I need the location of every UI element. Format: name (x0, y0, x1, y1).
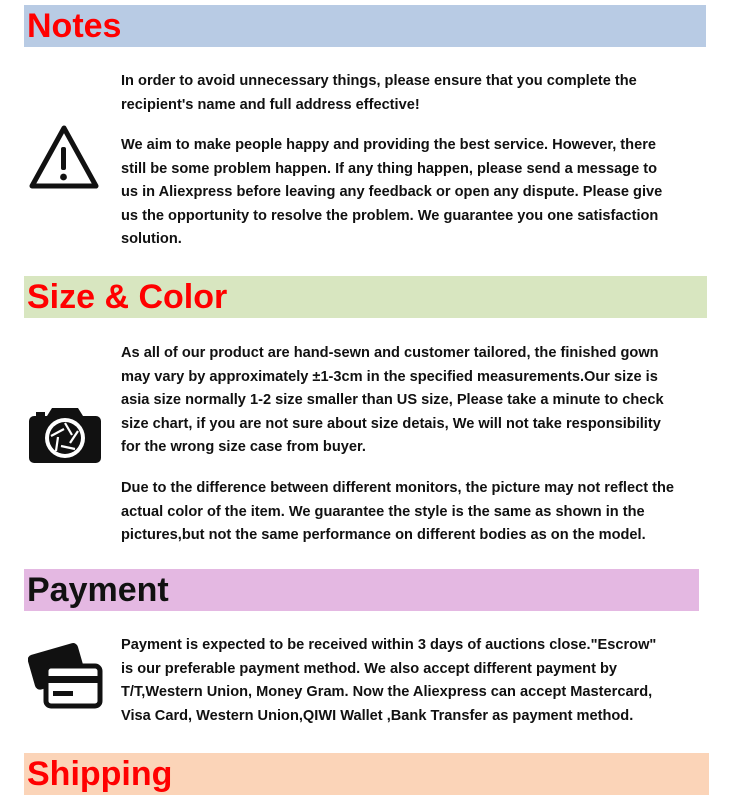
size-color-title: Size & Color (27, 278, 228, 316)
notes-paragraph-2: We aim to make people happy and providing the best service. However, there still be some problem happen. If any thing happen, please send a message to us in Aliexpress before leaving any feedback or open any dispute. Please give us the opportunity to resolve the problem. We guarantee you one satisfaction solution. (121, 137, 663, 247)
notes-title: Notes (27, 7, 122, 45)
camera-icon (28, 404, 102, 464)
shipping-banner (24, 753, 709, 795)
size-paragraph-2: Due to the difference between different monitors, the picture may not reflect the actual color of the item. We guarantee the style is the same as shown in the pictures,but not the same performance on different bodies as on the model. (121, 480, 675, 543)
payment-title: Payment (27, 571, 169, 609)
warning-triangle-icon (28, 123, 100, 191)
credit-card-icon (28, 638, 104, 710)
notes-paragraph-1: In order to avoid unnecessary things, please ensure that you complete the recipient's name and full address effective! (121, 73, 637, 113)
size-color-banner (24, 276, 707, 318)
notes-banner (24, 5, 706, 47)
shipping-title: Shipping (27, 755, 173, 793)
payment-banner (24, 569, 699, 611)
payment-paragraph-1: Payment is expected to be received within 3 days of auctions close."Escrow" is our preferable payment method. We also accept different payment by T/T,Western Union, Money Gram. Now the Aliexpress can accept Mastercard, Visa Card, Western Union,QIWI Wallet ,Bank Transfer as payment method. (121, 637, 657, 724)
size-paragraph-1: As all of our product are hand-sewn and customer tailored, the finished gown may vary by approximately ±1-3cm in the specified measurements.Our size is asia size normally 1-2 size smaller than US size, Please take a minute to check size chart, if you are not sure about size detais, We will not take responsibility for the wrong size case from buyer. (121, 345, 664, 455)
